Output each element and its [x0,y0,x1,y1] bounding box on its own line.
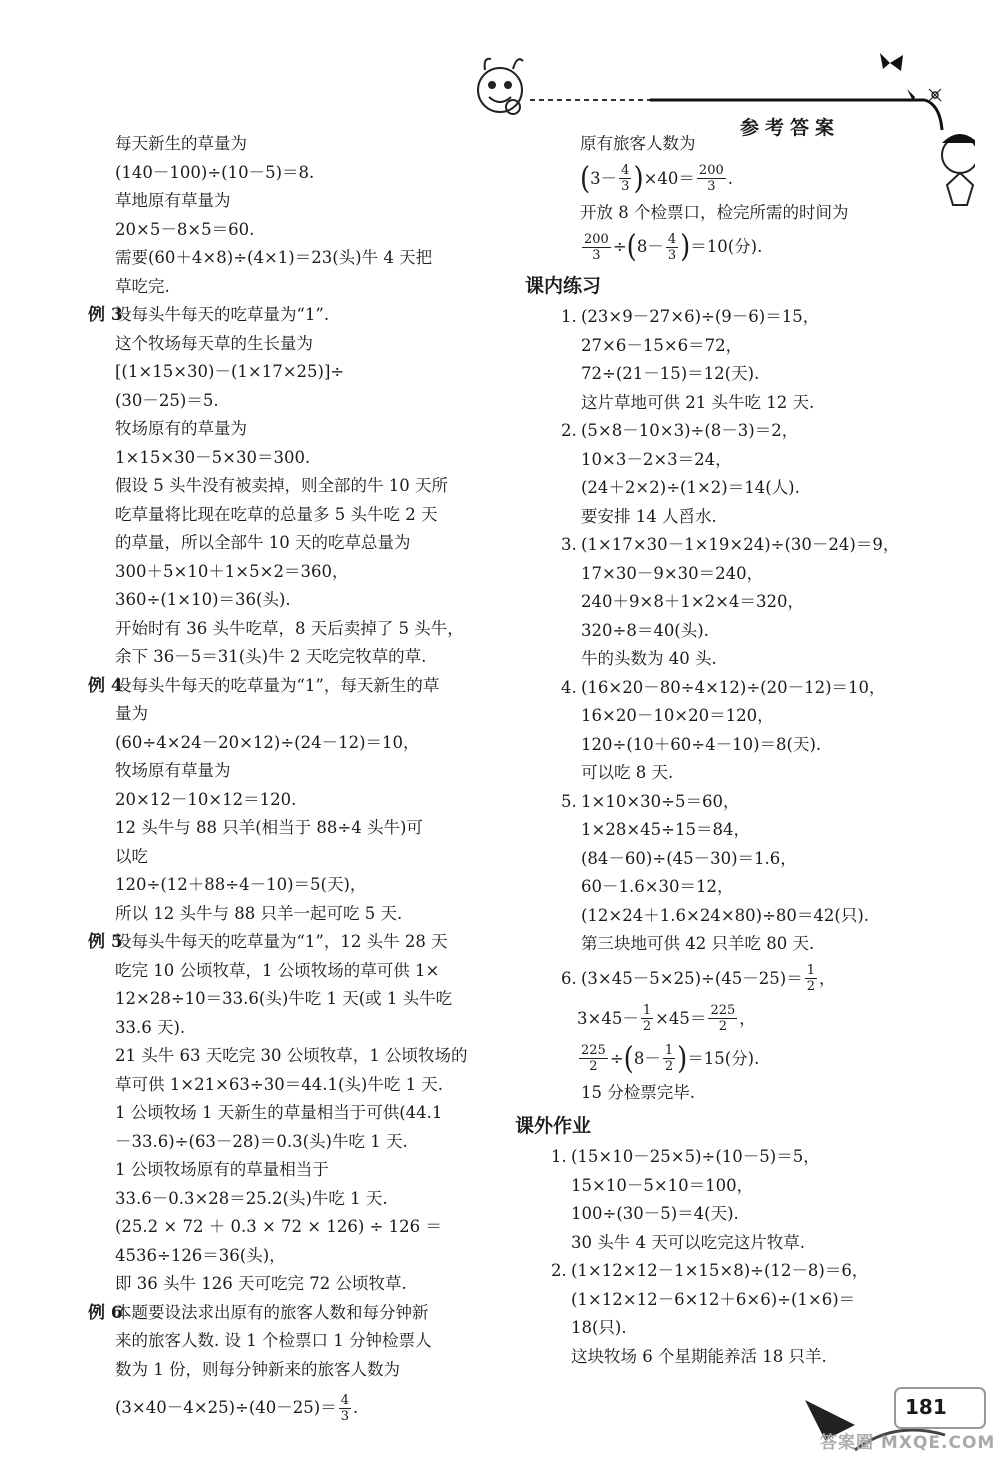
formula-text: ÷ [612,237,627,256]
numerator: 1 [642,1003,652,1018]
answer-line: 要安排 14 人舀水. [581,506,717,526]
text-line: 吃草量将比现在吃草的总量多 5 头牛吃 2 天 [115,504,438,524]
denominator: 3 [340,1408,349,1424]
text-line: 300＋5×10＋1×5×2＝360， [115,561,349,581]
text-line: 20×5－8×5＝60. [115,219,255,239]
example-4 [80,672,500,929]
text-line: 15×10－5×10＝100， [571,1175,754,1195]
exercise-3 [525,531,945,674]
text-line: 余下 36－5＝31(头)牛 2 天吃完牧草的草. [115,647,427,666]
text-line: －33.6)÷(63－28)＝0.3(头)牛吃 1 天. [115,1131,408,1151]
fraction [663,1043,675,1074]
homework-2 [525,1257,945,1371]
text-line: 100÷(30－5)＝4(天). [571,1204,739,1223]
formula-line [80,1388,500,1428]
fraction [579,1043,608,1074]
answer-line: 牛的头数为 40 头. [581,649,717,668]
formula-line [525,227,945,267]
text-line: 10×3－2×3＝24， [581,449,732,469]
text-line: 1×10×30÷5＝60， [581,791,740,811]
numerator: 200 [698,163,724,178]
numerator: 1 [806,963,815,978]
fraction [582,232,611,263]
text-line: 本题要设法求出原有的旅客人数和每分钟新 [115,1302,429,1322]
formula-line [525,959,945,999]
section-heading: 课内练习 [525,275,602,297]
numerator: 4 [340,1392,349,1408]
formula-text: (3×45－5×25)÷(45－25)＝ [581,968,803,988]
text-line: 数为 1 份，则每分钟新来的旅客人数为 [115,1359,400,1379]
text-line: 12×28÷10＝33.6(头)牛吃 1 天(或 1 头牛吃 [115,989,453,1008]
exercise-5 [525,788,945,959]
text-line: 所以 12 头牛与 88 只羊一起可吃 5 天. [115,903,403,923]
formula-text: . [352,1398,359,1417]
text-line: 360÷(1×10)＝36(头). [115,590,291,609]
formula-text: ×40＝ [643,168,695,188]
exercise-4 [525,674,945,788]
text-line: (1×12×12－1×15×8)÷(12－8)＝6， [571,1261,869,1280]
question-number: 2. [561,421,577,440]
text-line: 吃完 10 公顷牧草，1 公顷牧场的草可供 1× [115,960,440,980]
question-number: 4. [561,677,577,697]
text-line: 假设 5 头牛没有被卖掉，则全部的牛 10 天所 [115,476,448,495]
denominator: 3 [707,179,716,194]
text-line: 18(只). [571,1318,627,1337]
exercise-1 [525,303,945,417]
right-column [515,130,945,1371]
text-line: 12 头牛与 88 只羊(相当于 88÷4 头牛)可 [115,818,423,837]
left-column [80,130,500,1428]
fraction [697,163,726,194]
example-3 [80,301,500,672]
text-line: (1×17×30－1×19×24)÷(30－24)＝9， [581,535,900,554]
paren: ( [580,160,591,197]
question-number: 6. [561,968,577,988]
section-heading: 课外作业 [515,1115,592,1137]
denominator: 2 [664,1059,674,1074]
text-line: 60－1.6×30＝12， [581,877,734,896]
answer-line: 这片草地可供 21 头牛吃 12 天. [581,392,815,412]
text-line: 1 公顷牧场 1 天新生的草量相当于可供(44.1 [115,1103,443,1122]
text-line: 33.6 天). [115,1017,186,1037]
text-line: (15×10－25×5)÷(10－5)＝5， [571,1147,820,1166]
text-line: 320÷8＝40(头). [581,620,709,640]
text-line: 20×12－10×12＝120. [115,789,297,809]
answer-line: 15 分检票完毕. [581,1082,695,1102]
denominator: 2 [642,1019,652,1034]
numerator: 4 [667,231,677,247]
numerator: 4 [621,163,630,178]
text-line: (24＋2×2)÷(1×2)＝14(人). [581,478,800,497]
paren: ) [680,229,691,265]
text-line: 1×15×30－5×30＝300. [115,447,311,467]
denominator: 2 [589,1059,598,1074]
text-line: (25.2 × 72 ＋ 0.3 × 72 × 126) ÷ 126 ＝ [115,1217,442,1236]
fraction [708,1003,737,1034]
page-header-title: 参考答案 [740,117,841,139]
formula-text: ＝15(分). [687,1048,760,1068]
text-line: 设每头牛每天的吃草量为“1”. [115,305,330,324]
paren: ) [677,1040,688,1077]
text-line: 27×6－15×6＝72， [581,335,743,355]
text-line: 草吃完. [115,276,170,296]
example-label: 例 6 [88,1302,123,1323]
example-label: 例 3 [88,305,123,325]
page-number: 181 [905,1395,947,1419]
text-line: 即 36 头牛 126 天可吃完 72 公顷牧草. [115,1274,407,1293]
intro-block [80,130,500,301]
text-line: 这个牧场每天草的生长量为 [115,333,313,353]
text-line: 量为 [115,704,148,723]
question-number: 2. [551,1261,567,1280]
text-line: 21 头牛 63 天吃完 30 公顷牧草，1 公顷牧场的 [115,1046,468,1065]
question-number: 3. [561,535,577,554]
text-line: 1 公顷牧场原有的草量相当于 [115,1160,329,1179]
text-line: 33.6－0.3×28＝25.2(头)牛吃 1 天. [115,1188,388,1208]
fraction [805,963,817,994]
text-line: 120÷(12＋88÷4－10)＝5(天)， [115,875,367,894]
text-line: 需要(60＋4×8)÷(4×1)＝23(头)牛 4 天把 [115,248,433,267]
text-line: (84－60)÷(45－30)＝1.6， [581,848,797,868]
text-line: 1×28×45÷15＝84， [581,820,750,839]
paren: ( [623,1040,634,1077]
formula-text: ＝10(分). [690,237,763,256]
homework-1 [525,1143,945,1257]
example-5 [80,928,500,1299]
example-label: 例 4 [88,675,123,696]
text-line: 72÷(21－15)＝12(天). [581,364,760,383]
answer-line: 30 头牛 4 天可以吃完这片牧草. [571,1232,805,1252]
formula-line [525,1039,945,1079]
denominator: 2 [806,979,815,994]
answer-line: 第三块地可供 42 只羊吃 80 天. [581,934,815,953]
paren: ( [626,229,637,265]
text-line: 每天新生的草量为 [115,134,247,153]
text-line: (5×8－10×3)÷(8－3)＝2， [581,421,799,440]
question-number: 1. [551,1147,567,1166]
fraction [641,1003,653,1034]
denominator: 3 [592,247,601,263]
denominator: 3 [667,247,677,263]
formula-text: 3－ [590,168,618,188]
denominator: 3 [621,179,630,194]
text-line: (16×20－80÷4×12)÷(20－12)＝10， [581,677,886,697]
formula-text: 8－ [636,237,664,256]
formula-text: 3×45－ [577,1008,639,1028]
formula-text: ÷ [609,1048,624,1068]
example-6 [80,1299,500,1429]
watermark: 答案圈 MXQE.COM [820,1433,996,1453]
text-line: (23×9－27×6)÷(9－6)＝15， [581,307,820,326]
formula-text: ×45＝ [655,1008,707,1028]
numerator: 225 [710,1003,736,1018]
text-line: 牧场原有的草量为 [115,419,247,438]
numerator: 200 [584,231,609,247]
answer-line: 可以吃 8 天. [581,763,674,782]
text-line: 17×30－9×30＝240， [581,563,764,583]
text-line: 16×20－10×20＝120， [581,706,774,725]
denominator: 2 [718,1019,727,1034]
text-line: 设每头牛每天的吃草量为“1”，12 头牛 28 天 [115,932,448,951]
numerator: 1 [664,1043,674,1058]
answer-line: 这块牧场 6 个星期能养活 18 只羊. [571,1346,827,1366]
text-line: 开放 8 个检票口，检完所需的时间为 [580,202,849,222]
fraction [619,163,631,194]
numerator: 225 [581,1043,606,1058]
text-line: 的草量，所以全部牛 10 天的吃草总量为 [115,533,411,552]
example-label: 例 5 [88,932,123,952]
text-line: 设每头牛每天的吃草量为“1”，每天新生的草 [115,675,440,695]
text-line: 草可供 1×21×63÷30＝44.1(头)牛吃 1 天. [115,1074,444,1094]
formula-text: 8－ [633,1048,661,1068]
text-line: 来的旅客人数. 设 1 个检票口 1 分钟检票人 [115,1331,432,1350]
question-number: 5. [561,791,577,811]
text-line: (60÷4×24－20×12)÷(24－12)＝10， [115,732,420,752]
formula-text: ， [739,1008,756,1028]
formula-text: . [727,168,733,188]
text-line: 120÷(10＋60÷4－10)＝8(天). [581,734,822,754]
text-line: (30－25)＝5. [115,390,219,410]
exercise-2 [525,417,945,531]
text-line: (12×24＋1.6×24×80)÷80＝42(只). [581,905,870,925]
text-line: 草地原有草量为 [115,191,231,210]
formula-text: (3×40－4×25)÷(40－25)＝ [115,1398,337,1417]
text-line: 4536÷126＝36(头)， [115,1245,286,1265]
text-line: 开始时有 36 头牛吃草，8 天后卖掉了 5 头牛， [115,618,464,638]
formula-line [525,999,945,1039]
text-line: 240＋9×8＋1×2×4＝320， [581,592,804,611]
question-number: 1. [561,307,577,326]
text-line: (140－100)÷(10－5)＝8. [115,162,315,182]
text-line: 原有旅客人数为 [580,134,696,153]
text-line: 牧场原有草量为 [115,761,231,780]
text-line: 以吃 [115,846,148,866]
formula-text: ， [818,968,836,988]
paren: ) [633,160,644,197]
fraction [666,232,678,263]
text-line: (1×12×12－6×12＋6×6)÷(1×6)＝ [571,1289,856,1309]
fraction [339,1393,351,1424]
exercise-6 [525,959,945,1108]
formula-line [525,159,945,199]
text-line: [(1×15×30)－(1×17×25)]÷ [115,362,345,381]
